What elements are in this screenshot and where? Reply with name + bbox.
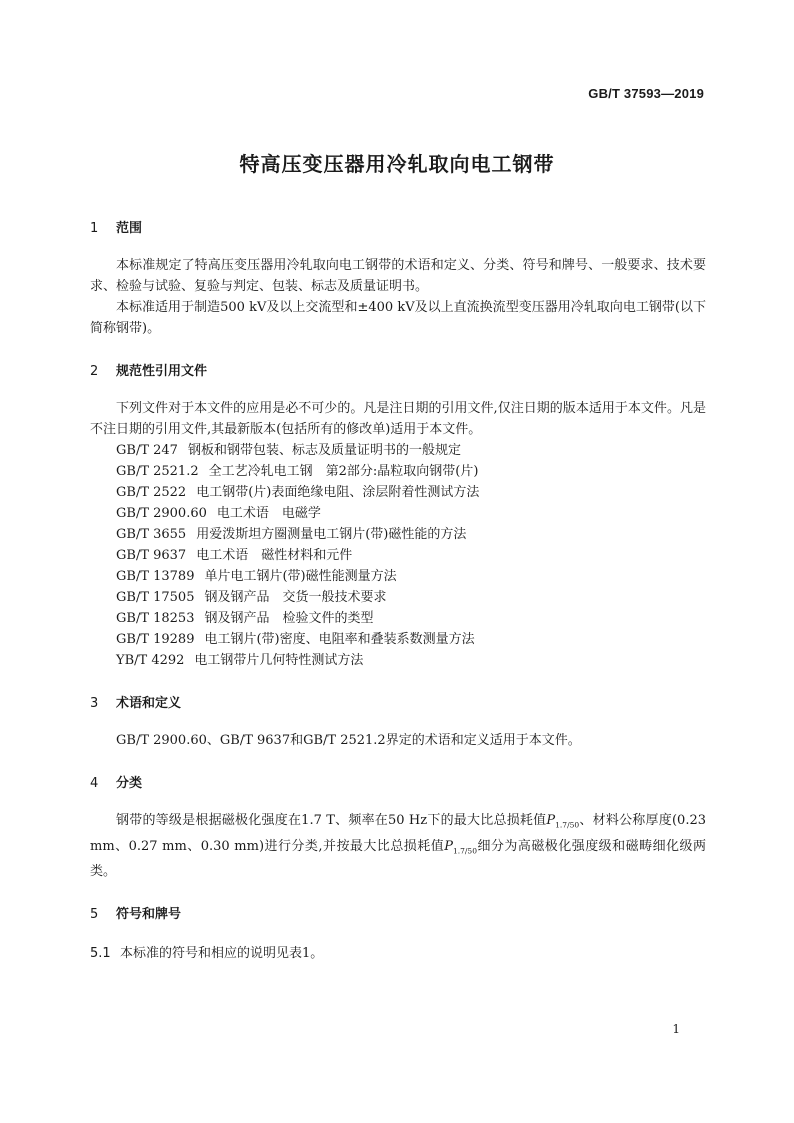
- scope-paragraph-1: 本标准规定了特高压变压器用冷轧取向电工钢带的术语和定义、分类、符号和牌号、一般要求、技术要求、检验与试验、复验与判定、包装、标志及质量证明书。: [90, 258, 706, 294]
- reference-item: [90, 482, 706, 503]
- reference-title: 钢及钢产品 交货一般技术要求: [204, 590, 387, 605]
- scope-paragraph-2: 本标准适用于制造500 kV及以上交流型和±400 kV及以上直流换流型变压器用冷轧取向电工钢带(以下简称钢带)。: [90, 300, 706, 336]
- reference-title: 用爱泼斯坦方圈测量电工钢片(带)磁性能的方法: [196, 527, 467, 542]
- section-number: 2: [90, 364, 99, 379]
- classification-text-part: 细分为高磁极化强度级和磁畴细化级两类。: [90, 838, 706, 880]
- reference-item: [90, 587, 706, 608]
- reference-code: GB/T 17505: [116, 590, 195, 605]
- section-4-heading: [90, 773, 706, 794]
- reference-title: 单片电工钢片(带)磁性能测量方法: [204, 569, 397, 584]
- reference-code: GB/T 2521.2: [116, 464, 199, 479]
- section-2-heading: [90, 361, 706, 382]
- references-intro-paragraph: 下列文件对于本文件的应用是必不可少的。凡是注日期的引用文件,仅注日期的版本适用于本文件。凡是不注日期的引用文件,其最新版本(包括所有的修改单)适用于本文件。: [90, 401, 706, 437]
- terms-paragraph: GB/T 2900.60、GB/T 9637和GB/T 2521.2界定的术语和定义适用于本文件。: [116, 733, 581, 748]
- reference-title: 钢及钢产品 检验文件的类型: [204, 611, 374, 626]
- section-number: 1: [90, 221, 99, 236]
- reference-code: GB/T 19289: [116, 632, 195, 647]
- section-title: 符号和牌号: [116, 907, 182, 923]
- section-number: 5: [90, 907, 99, 923]
- reference-title: 电工钢片(带)密度、电阻率和叠装系数测量方法: [204, 632, 475, 647]
- reference-title: 电工钢带片几何特性测试方法: [194, 653, 364, 668]
- reference-item: [90, 566, 706, 587]
- reference-title: 全工艺冷轧电工钢 第2部分:晶粒取向钢带(片): [208, 464, 479, 479]
- reference-code: GB/T 18253: [116, 611, 195, 626]
- classification-text-part: 、材料公称厚度(0.23 mm、0.27 mm、0.30 mm)进行分类,并按最大比总损耗值: [90, 813, 706, 854]
- reference-title: 电工术语 电磁学: [216, 506, 321, 521]
- reference-title: 电工术语 磁性材料和元件: [196, 548, 353, 563]
- reference-item: [90, 629, 706, 650]
- classification-text-part: 钢带的等级是根据磁极化强度在1.7 T、频率在50 Hz下的最大比总损耗值: [116, 813, 547, 828]
- loss-subscript: 1.7/50: [452, 846, 477, 856]
- document-title: 特高压变压器用冷轧取向电工钢带: [239, 152, 555, 176]
- reference-item: [90, 440, 706, 461]
- standard-code: GB/T 37593—2019: [588, 86, 704, 101]
- reference-item: [90, 545, 706, 566]
- reference-code: GB/T 13789: [116, 569, 195, 584]
- reference-code: GB/T 2522: [116, 485, 187, 500]
- reference-title: 电工钢带(片)表面绝缘电阻、涂层附着性测试方法: [196, 485, 480, 500]
- reference-code: GB/T 247: [116, 443, 178, 458]
- section-title: 规范性引用文件: [116, 364, 208, 379]
- reference-code: GB/T 2900.60: [116, 506, 207, 521]
- section-number: 4: [90, 776, 99, 791]
- section-3-heading: [90, 693, 706, 714]
- subclause-5-1: [90, 943, 706, 964]
- reference-list: [90, 440, 706, 671]
- document-body: [90, 218, 706, 964]
- section-1-heading: [90, 218, 706, 239]
- reference-title: 钢板和钢带包装、标志及质量证明书的一般规定: [187, 443, 461, 458]
- section-title: 术语和定义: [116, 696, 182, 711]
- section-5-heading: [90, 904, 706, 925]
- reference-code: GB/T 9637: [116, 548, 187, 563]
- reference-item: [90, 461, 706, 482]
- section-title: 分类: [116, 776, 143, 791]
- reference-code: YB/T 4292: [116, 653, 185, 668]
- section-title: 范围: [116, 221, 143, 236]
- reference-code: GB/T 3655: [116, 527, 187, 542]
- subclause-number: 5.1: [90, 946, 111, 962]
- classification-paragraph: [90, 810, 706, 882]
- subclause-text: 本标准的符号和相应的说明见表1。: [120, 946, 324, 962]
- section-number: 3: [90, 696, 99, 711]
- loss-symbol: P: [546, 813, 556, 828]
- reference-item: [90, 524, 706, 545]
- reference-item: [90, 650, 706, 671]
- loss-symbol: P: [444, 838, 453, 854]
- loss-subscript: 1.7/50: [555, 820, 580, 830]
- reference-item: [90, 608, 706, 629]
- reference-item: [90, 503, 706, 524]
- page-number: 1: [672, 1022, 680, 1036]
